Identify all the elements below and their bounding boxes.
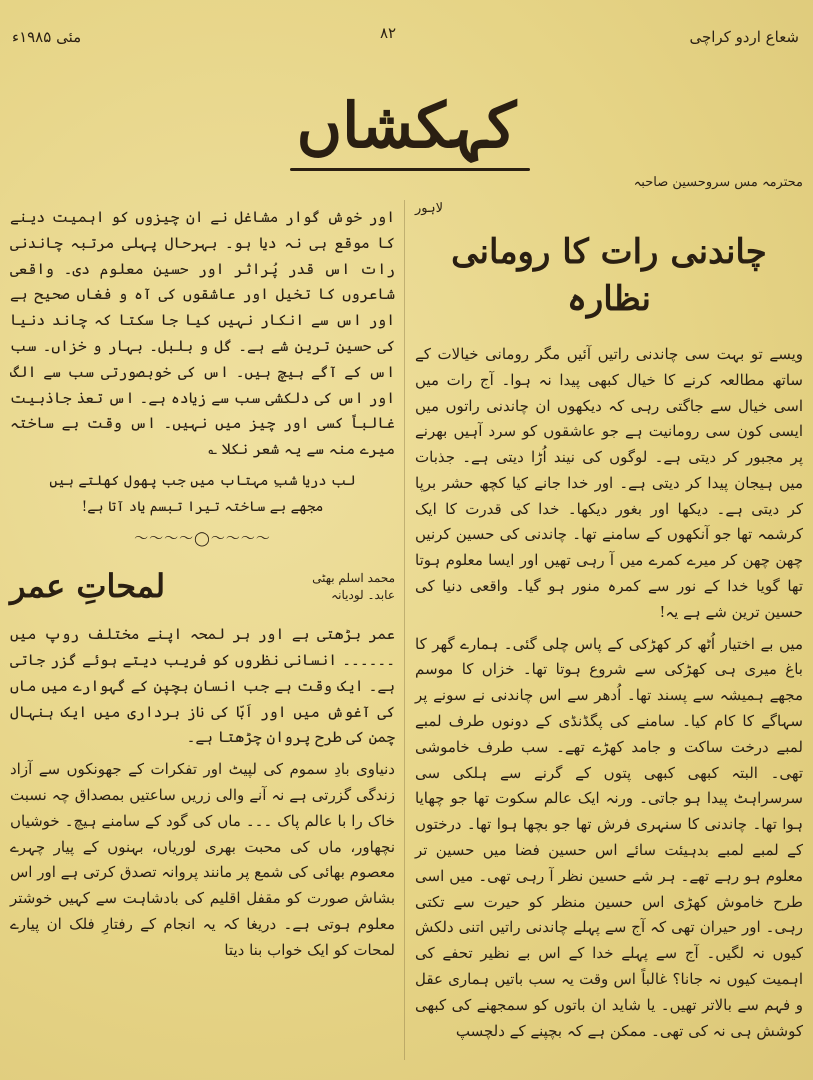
page-header: [0, 18, 813, 58]
article1-paragraph-1: ویسے تو بہت سی چاندنی راتیں آئیں مگر رومانی خیالات کے ساتھ مطالعہ کرنے کا خیال کبھی پیدا نہ ہوا۔ آج رات میں اسی خیال سے جاگتی رہی کہ دیکھوں ان چاندنی راتوں میں ایسی کون سی رومانیت ہے جو عاشقوں کو سرد آہیں بھرنے پر مجبور کر دیتی ہے۔ لوگوں کی نیند اُڑا دیتی ہے۔ جذبات میں ہیجان پیدا کر دیتی ہے۔ اور خدا جانے کیا کچھ حشر برپا کر دیتی ہے۔ دیکھا اور بغور دیکھا۔ خدا کی قدرت کا ایک کرشمہ تھا جو آنکھوں کے سامنے تھا۔ چاندنی کی حسین کرنیں چھن چھن کر میرے کمرے میں آ رہی تھیں اور ایسا معلوم ہوتا تھا گویا خدا کے نور سے کمرہ منور ہو گیا۔ واقعی دنیا کی حسین ترین شے ہے یہ!: [415, 344, 803, 621]
article1-author: محترمہ مس سروحسین صاحبہ: [633, 175, 803, 190]
article2-paragraph-2: دنیاوی بادِ سموم کی لپیٹ اور تفکرات کے جھونکوں سے آزاد زندگی گزرتی ہے نہ آنے والی زریں ساعتیں بمصداق چہ نسبت خاک را با عالم پاک ۔۔۔ ماں کی گود کے سامنے ہیچ۔ خوشیاں نچھاور، ماں کی محبت بھری لوریاں، بہنوں کے پیار چہرے معصوم بھائی کی شمع پر مانند پروانہ تصدق کرتی ہے اور اس بشاش صورت کو مقفل اقلیم کی بادشاہت سے کہیں خوشتر معلوم ہوتی ہے۔ دریغا کہ یہ انجام کے رفتارِ فلک ان پیارے لمحات کو ایک خواب بنا دیتا: [10, 760, 395, 959]
verse-line-2: مجھے بے ساختہ تیرا تبسم یاد آتا ہے!: [81, 499, 324, 516]
ornament-divider: ～～～～◯～～～～: [134, 531, 271, 548]
article2-title: لمحاتِ عمر: [10, 567, 166, 606]
page-number: ۸۲: [380, 24, 397, 42]
verse-line-1: لب دریا شبِ مہتاب میں جب پھول کھلتے ہیں: [49, 472, 356, 489]
article2-city: عابد۔ لودیانہ: [331, 587, 395, 602]
article2-author: محمد اسلم بھٹی: [312, 570, 395, 585]
title-underline: [290, 168, 530, 171]
right-column: [415, 172, 803, 1077]
column-divider: [404, 200, 405, 1060]
article2-heading-row: [10, 559, 395, 614]
magazine-name: شعاع اردو کراچی: [689, 28, 799, 46]
article2-byline: [312, 570, 395, 604]
section-title: کہکشاں: [296, 89, 517, 162]
article1-city: لاہور: [415, 201, 444, 217]
article1-continued: اور خوش گوار مشاغل نے ان چیزوں کو اہمیت دینے کا موقع ہی نہ دیا ہو۔ بہرحال پہلی مرتبہ چاندنی رات اس قدر پُراثر اور حسین معلوم دی۔ واقعی شاعروں کا تخیل اور عاشقوں کی آہ و فغاں صحیح ہے اور اس سے انکار نہیں کیا جا سکتا کہ چاند دنیا کی حسین ترین شے ہے۔ گل و بلبل۔ بہار و خزاں۔ سب اس کے آگے ہیچ ہیں۔ اس کی خوبصورتی سب سے الگ اور اس کی دلکشی سب سے زیادہ ہے۔ اس تعذ جاذبیت غالباً کسی اور چیز میں نہیں۔ اس وقت بے ساختہ میرے منہ سے یہ شعر نکلا ؎: [10, 208, 395, 459]
article1-title: چاندنی رات کا رومانی نظارہ: [451, 231, 767, 320]
article1-paragraph-2: میں بے اختیار اُٹھ کر کھڑکی کے پاس چلی گئی۔ ہمارے گھر کا باغ میری ہی کھڑکی سے شروع ہوتا تھا۔ خزاں کا موسم مجھے ہمیشہ سے پسند تھا۔ اُدھر سے اس چاندنی نے سونے پر سہاگے کا کام کیا۔ سامنے کی پگڈنڈی کے دونوں طرف لمبے لمبے درخت ساکت و جامد کھڑے تھے۔ سب طرف خاموشی تھی۔ البتہ کبھی کبھی پتوں کے گرنے سے ہلکی سی سرسراہٹ پیدا ہو جاتی۔ ورنہ ایک عالم سکوت تھا جو چھایا ہوا تھا۔ چاندنی کا سنہری فرش تھا جو بچھا ہوا تھا۔ درختوں کے لمبے لمبے بدہیئت سائے اس حسین فضا میں حسین تر معلوم ہو رہے تھے۔ ہر شے حسین نظر آ رہی تھی۔ میں اسی طرح خاموش کھڑی اس حسین منظر کو حیرت سے تکتی رہی۔ اور حیران تھی کہ آج سے پہلے چاندنی راتیں اتنی دلکش کیوں نہ لگیں۔ آج سے پہلے خدا کے اس بے نظیر تحفے کی اہمیت کیوں نہ جانا؟ غالباً اس وقت یہ سب باتیں ہماری عقل و فہم سے بالاتر تھیں۔ یا شاید ان باتوں کو سمجھنے کی کبھی کوشش ہی نہ کی تھی۔ ممکن ہے کہ بچپنے کے دلچسپ: [415, 634, 803, 1040]
left-column: [10, 205, 395, 1077]
article2-paragraph-1: عمر بڑھتی ہے اور ہر لمحہ اپنے مختلف روپ میں ۔۔۔۔۔۔ انسانی نظروں کو فریب دیتے ہوئے گزر جاتی ہے۔ ایک وقت ہے جب انسان بچپن کے گہوارے میں ماں کی آغوش میں اور اَبّا کی ناز برداری میں ایک ہنہال چمن کی طرح پروان چڑھتا ہے۔: [10, 625, 395, 747]
section-title-wrap: [0, 89, 813, 162]
issue-date: مئی ۱۹۸۵ء: [12, 28, 82, 46]
